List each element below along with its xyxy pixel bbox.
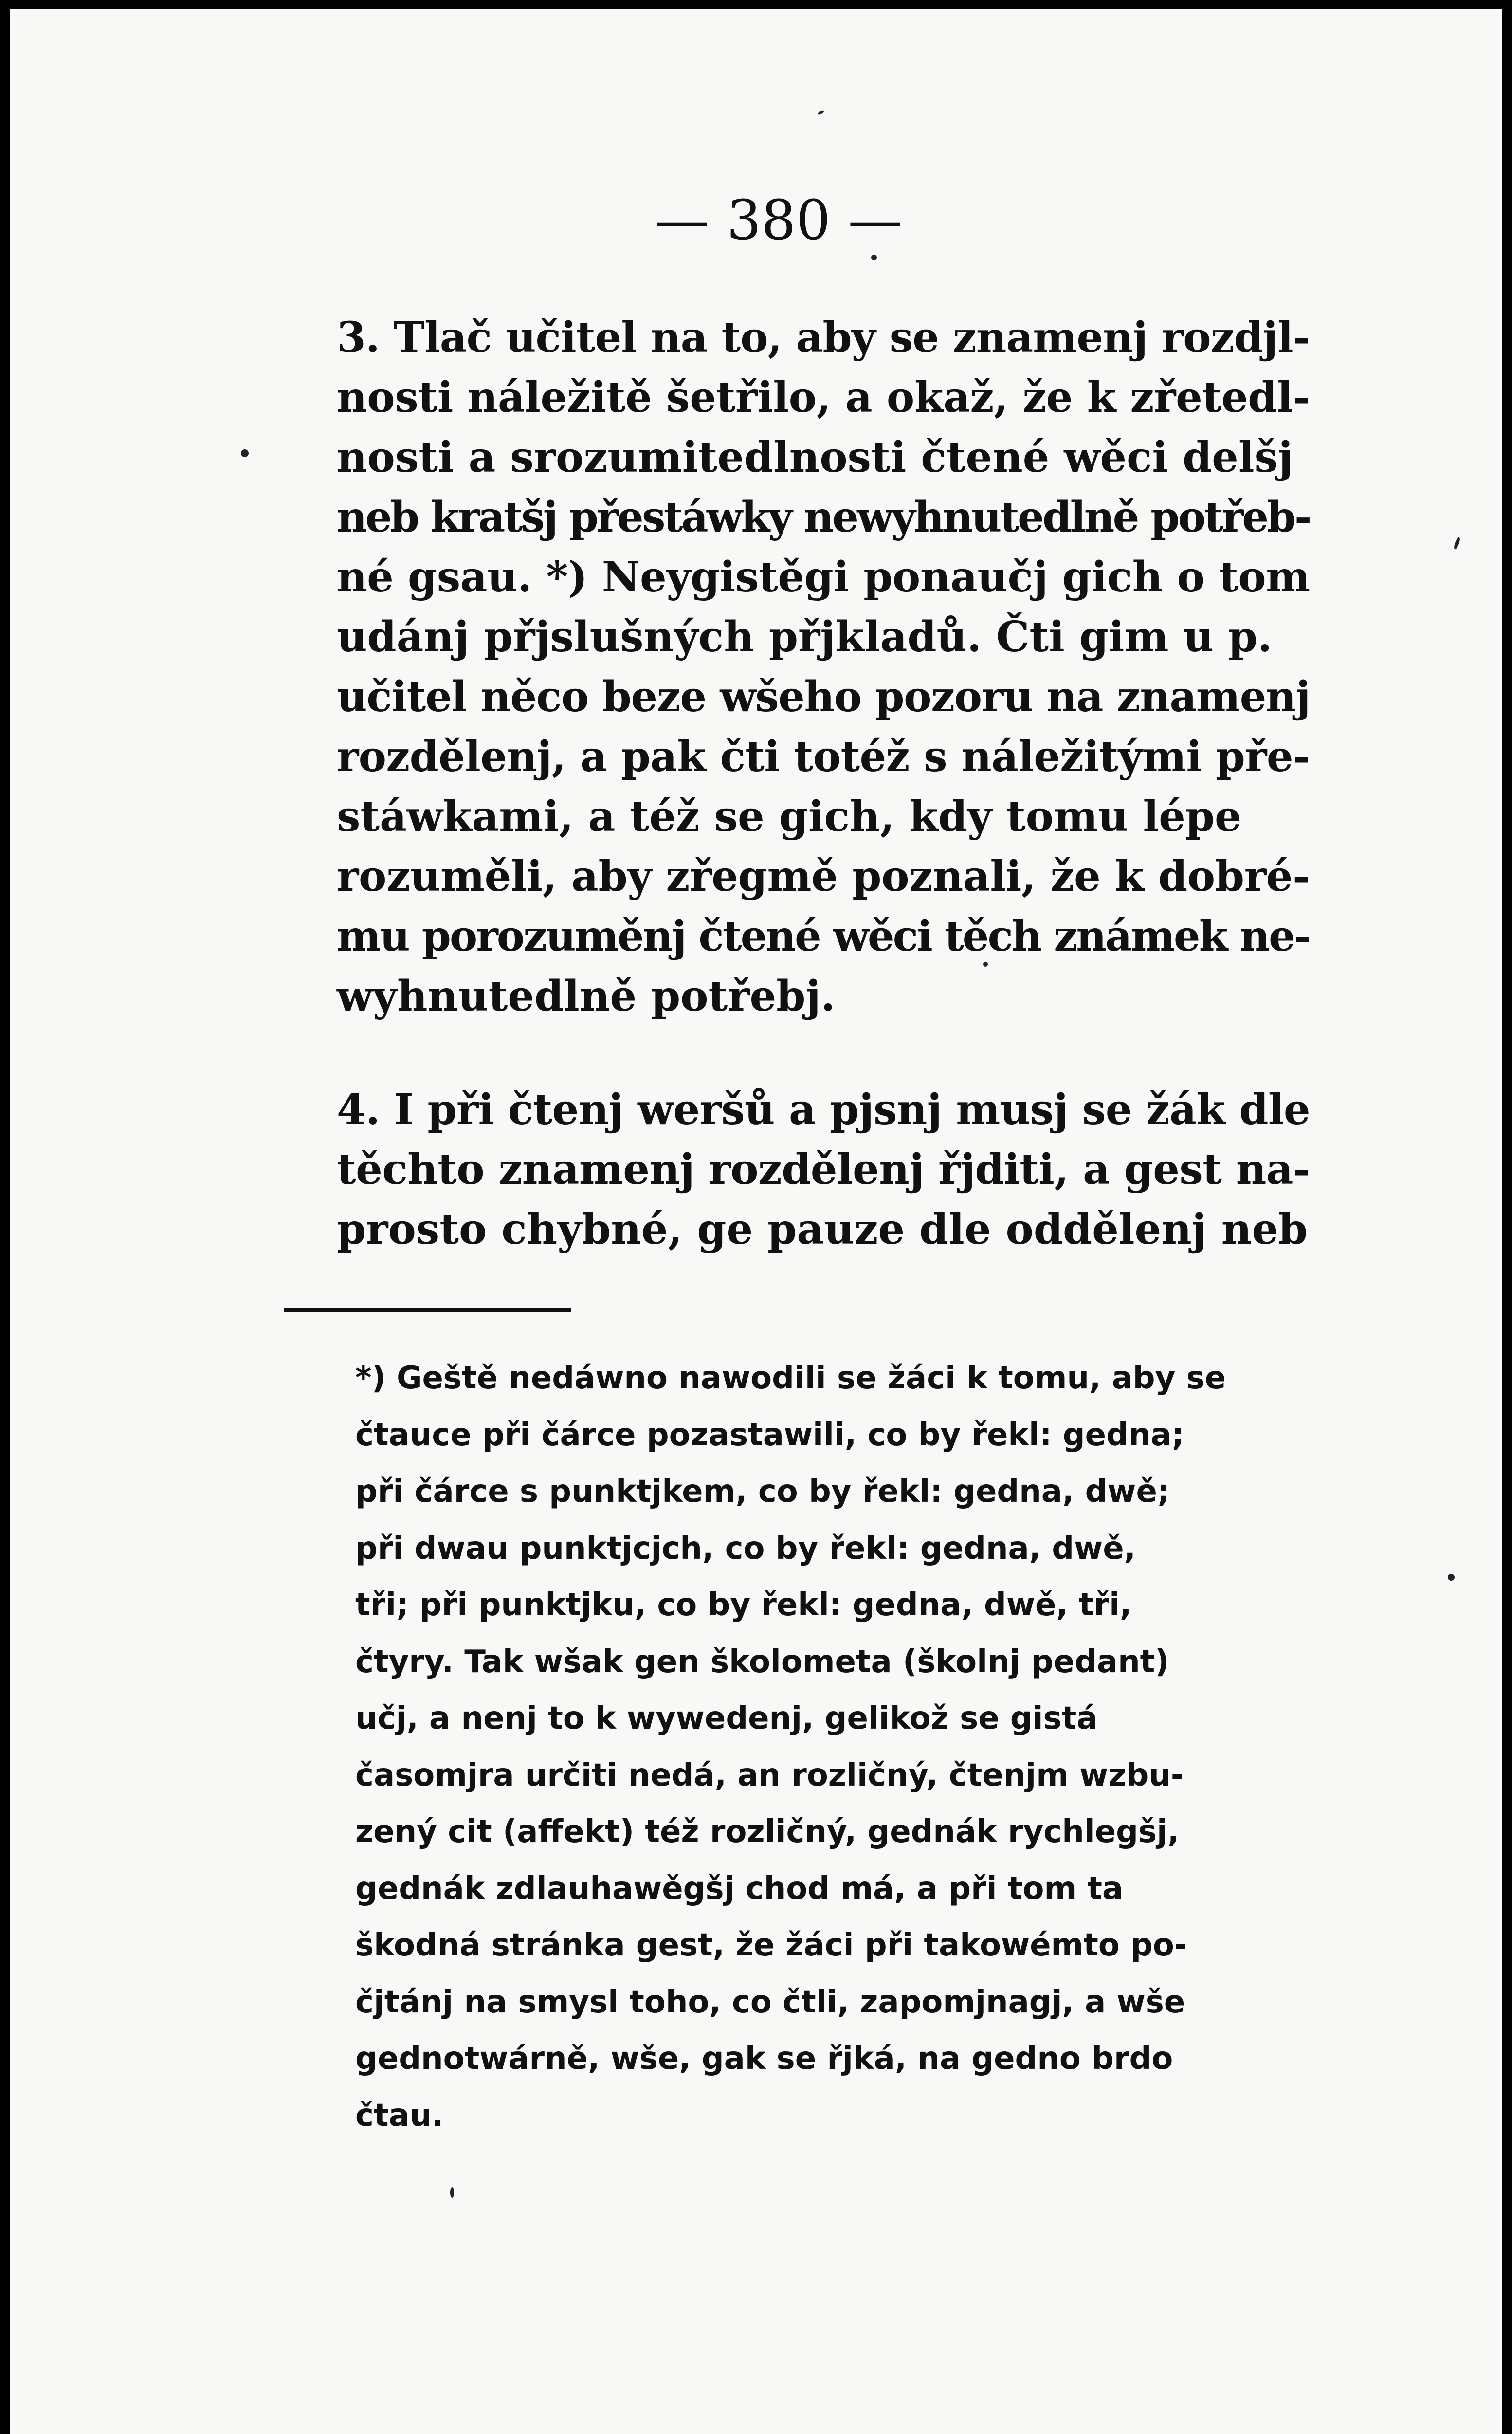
main-text <box>337 308 1310 1313</box>
footnote-line: časomjra určiti nedá, an rozličný, čtenjm wzbu- <box>355 1757 1184 1793</box>
text-line: nosti náležitě šetřilo, a okaž, že k zřetedl- <box>337 373 1310 422</box>
scan-speck <box>450 2187 454 2198</box>
scan-speck <box>871 255 877 260</box>
text-line: prosto chybné, ge pauze dle oddělenj neb <box>337 1205 1308 1254</box>
footnote-line: tři; při punktjku, co by řekl: gedna, dwě, tři, <box>355 1587 1132 1623</box>
scan-speck <box>983 962 988 967</box>
footnote-line: při dwau punktjcjch, co by řekl: gedna, dwě, <box>355 1530 1136 1567</box>
footnote <box>355 1350 1309 2144</box>
text-line: 4. I při čtenj weršů a pjsnj musj se žák dle <box>337 1085 1310 1134</box>
text-line: rozdělenj, a pak čti totéž s náležitými pře- <box>337 732 1310 781</box>
footnote-line: čjtánj na smysl toho, co čtli, zapomjnagj, a wše <box>355 1984 1185 2020</box>
text-line: mu porozuměnj čtené wěci těch známek ne- <box>337 912 1310 961</box>
footnote-line: *) Geště nedáwno nawodili se žáci k tomu, aby se <box>355 1360 1226 1396</box>
text-line: wyhnutedlně potřebj. <box>337 972 836 1021</box>
text-line: stáwkami, a též se gich, kdy tomu lépe <box>337 792 1241 841</box>
text-line: neb kratšj přestáwky newyhnutedlně potřeb- <box>337 493 1311 542</box>
book-page <box>10 9 1502 2434</box>
page-number-header: — 380 — <box>655 189 903 252</box>
footnote-line: čtau. <box>355 2097 444 2134</box>
scan-speck <box>1448 1574 1455 1581</box>
paragraph-3 <box>337 308 1310 1026</box>
footnote-line: při čárce s punktjkem, co by řekl: gedna, dwě; <box>355 1474 1170 1510</box>
footnote-line: zený cit (affekt) též rozličný, gednák rychlegšj, <box>355 1814 1180 1850</box>
text-line: nosti a srozumitedlnosti čtené wěci delšj <box>337 433 1293 482</box>
text-line: učitel něco beze wšeho pozoru na znamenj <box>337 672 1310 721</box>
text-line: udánj přjslušných přjkladů. Čti gim u p. <box>337 612 1273 662</box>
text-line: né gsau. *) Neygistěgi ponaučj gich o tom <box>337 553 1310 602</box>
footnote-line: učj, a nenj to k wywedenj, gelikož se gistá <box>355 1700 1098 1736</box>
scan-speck <box>241 449 249 457</box>
footnote-line: gednotwárně, wše, gak se řjká, na gedno brdo <box>355 2041 1173 2077</box>
footnote-line: čtauce při čárce pozastawili, co by řekl: gedna; <box>355 1417 1184 1453</box>
footnote-line: čtyry. Tak wšak gen školometa (školnj pedant) <box>355 1643 1169 1680</box>
scan-speck <box>1453 536 1461 550</box>
text-line: těchto znamenj rozdělenj řjditi, a gest na- <box>337 1145 1311 1194</box>
footnote-line: gednák zdlauhawěgšj chod má, a při tom ta <box>355 1870 1124 1907</box>
scan-speck <box>817 110 824 115</box>
text-line: rozuměli, aby zřegmě poznali, že k dobré- <box>337 852 1310 901</box>
paragraph-4 <box>337 1080 1310 1259</box>
footnote-separator-rule <box>284 1308 571 1312</box>
footnote-line: škodná stránka gest, že žáci při takowémto po- <box>355 1927 1187 1963</box>
text-line: 3. Tlač učitel na to, aby se znamenj rozdjl- <box>337 313 1310 362</box>
